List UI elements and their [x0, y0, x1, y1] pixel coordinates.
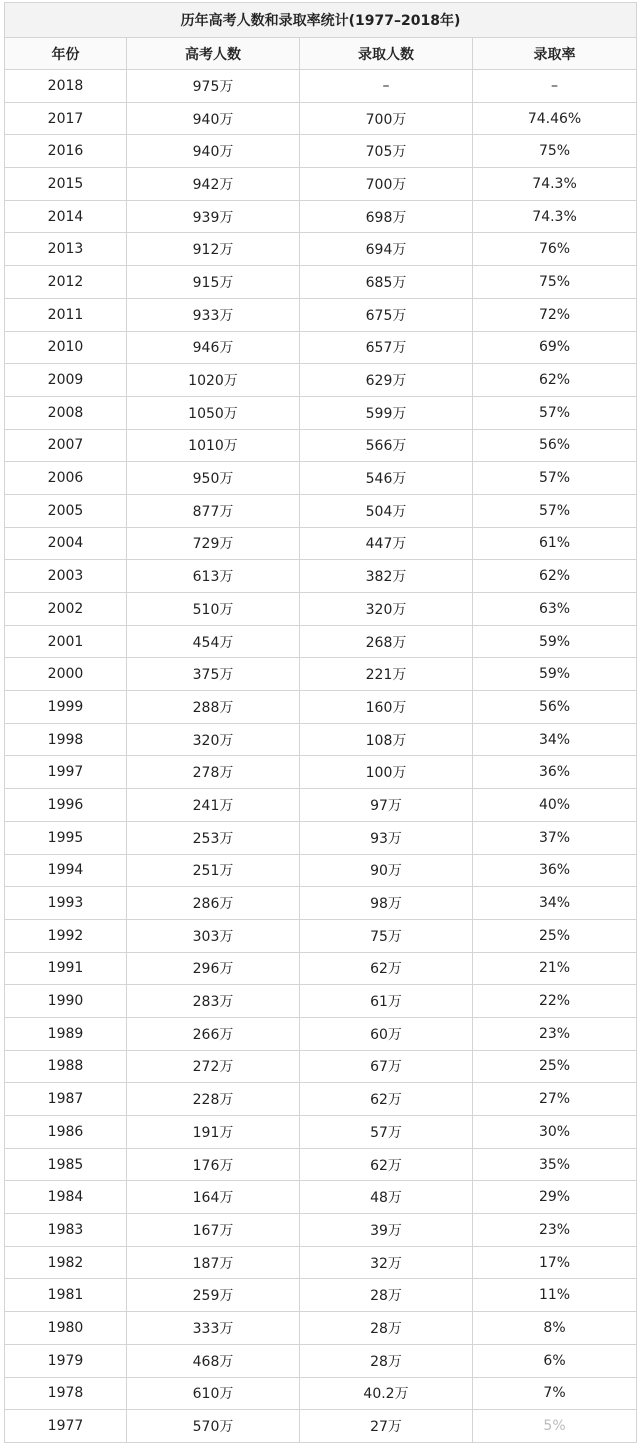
cell-applicants: 296万: [127, 952, 300, 985]
header-admission-rate: 录取率: [473, 38, 637, 70]
cell-year: 1990: [5, 985, 127, 1018]
table-row: [5, 691, 637, 724]
cell-applicants: 320万: [127, 723, 300, 756]
cell-admitted: 28万: [300, 1344, 473, 1377]
cell-applicants: 570万: [127, 1410, 300, 1443]
table-row: [5, 593, 637, 626]
table-row: [5, 266, 637, 299]
cell-year: 2009: [5, 364, 127, 397]
table-row: [5, 952, 637, 985]
cell-admission-rate: 56%: [473, 691, 637, 724]
cell-admission-rate: 25%: [473, 919, 637, 952]
cell-year: 2008: [5, 396, 127, 429]
cell-admitted: 48万: [300, 1181, 473, 1214]
cell-year: 1979: [5, 1344, 127, 1377]
gaokao-stats-table: [4, 2, 637, 1443]
cell-applicants: 468万: [127, 1344, 300, 1377]
cell-year: 1986: [5, 1116, 127, 1149]
cell-applicants: 1010万: [127, 429, 300, 462]
cell-applicants: 375万: [127, 658, 300, 691]
table-row: [5, 396, 637, 429]
cell-admitted: 62万: [300, 1083, 473, 1116]
cell-year: 1981: [5, 1279, 127, 1312]
cell-applicants: 286万: [127, 887, 300, 920]
cell-admitted: –: [300, 70, 473, 103]
cell-admission-rate: 8%: [473, 1312, 637, 1345]
cell-applicants: 939万: [127, 200, 300, 233]
cell-applicants: 288万: [127, 691, 300, 724]
cell-admission-rate: 37%: [473, 821, 637, 854]
cell-applicants: 164万: [127, 1181, 300, 1214]
cell-admission-rate: 63%: [473, 593, 637, 626]
cell-admission-rate: 34%: [473, 887, 637, 920]
cell-admitted: 60万: [300, 1017, 473, 1050]
cell-admission-rate: 36%: [473, 854, 637, 887]
table-row: [5, 1083, 637, 1116]
cell-year: 2017: [5, 102, 127, 135]
cell-admission-rate: 61%: [473, 527, 637, 560]
table-row: [5, 854, 637, 887]
cell-applicants: 510万: [127, 593, 300, 626]
cell-admitted: 382万: [300, 560, 473, 593]
cell-applicants: 942万: [127, 168, 300, 201]
cell-applicants: 613万: [127, 560, 300, 593]
cell-admitted: 566万: [300, 429, 473, 462]
cell-admission-rate: 17%: [473, 1246, 637, 1279]
cell-year: 1977: [5, 1410, 127, 1443]
cell-applicants: 1020万: [127, 364, 300, 397]
cell-year: 1980: [5, 1312, 127, 1345]
cell-admission-rate: 21%: [473, 952, 637, 985]
cell-admitted: 40.2万: [300, 1377, 473, 1410]
cell-admission-rate: 36%: [473, 756, 637, 789]
cell-admission-rate: 62%: [473, 560, 637, 593]
cell-year: 1997: [5, 756, 127, 789]
cell-admitted: 675万: [300, 298, 473, 331]
cell-admission-rate: 57%: [473, 396, 637, 429]
cell-admitted: 57万: [300, 1116, 473, 1149]
table-row: [5, 723, 637, 756]
cell-admitted: 28万: [300, 1279, 473, 1312]
table-row: [5, 1279, 637, 1312]
cell-applicants: 228万: [127, 1083, 300, 1116]
cell-admission-rate: 29%: [473, 1181, 637, 1214]
cell-admission-rate: 35%: [473, 1148, 637, 1181]
cell-applicants: 253万: [127, 821, 300, 854]
cell-admitted: 39万: [300, 1214, 473, 1247]
cell-year: 2015: [5, 168, 127, 201]
cell-applicants: 167万: [127, 1214, 300, 1247]
table-row: [5, 1181, 637, 1214]
table-row: [5, 1377, 637, 1410]
cell-applicants: 283万: [127, 985, 300, 1018]
cell-applicants: 940万: [127, 102, 300, 135]
cell-year: 1991: [5, 952, 127, 985]
table-row: [5, 462, 637, 495]
cell-admitted: 100万: [300, 756, 473, 789]
cell-applicants: 975万: [127, 70, 300, 103]
cell-year: 2005: [5, 494, 127, 527]
cell-year: 2013: [5, 233, 127, 266]
cell-applicants: 933万: [127, 298, 300, 331]
cell-admitted: 98万: [300, 887, 473, 920]
cell-admission-rate: 57%: [473, 494, 637, 527]
table-row: [5, 527, 637, 560]
cell-admission-rate: 59%: [473, 658, 637, 691]
cell-admitted: 61万: [300, 985, 473, 1018]
cell-admitted: 93万: [300, 821, 473, 854]
cell-year: 2018: [5, 70, 127, 103]
cell-admitted: 62万: [300, 952, 473, 985]
cell-year: 1988: [5, 1050, 127, 1083]
cell-admission-rate: 6%: [473, 1344, 637, 1377]
cell-applicants: 241万: [127, 789, 300, 822]
cell-admission-rate: 74.46%: [473, 102, 637, 135]
table-row: [5, 1017, 637, 1050]
cell-year: 1998: [5, 723, 127, 756]
cell-applicants: 303万: [127, 919, 300, 952]
cell-admission-rate: 72%: [473, 298, 637, 331]
cell-admitted: 90万: [300, 854, 473, 887]
table-body: [5, 70, 637, 1443]
cell-admitted: 75万: [300, 919, 473, 952]
cell-admission-rate: 11%: [473, 1279, 637, 1312]
table-row: [5, 331, 637, 364]
header-applicants: 高考人数: [127, 38, 300, 70]
cell-year: 1989: [5, 1017, 127, 1050]
cell-admitted: 546万: [300, 462, 473, 495]
cell-applicants: 877万: [127, 494, 300, 527]
cell-year: 2011: [5, 298, 127, 331]
cell-year: 2001: [5, 625, 127, 658]
table-row: [5, 494, 637, 527]
cell-year: 1984: [5, 1181, 127, 1214]
cell-admission-rate: 74.3%: [473, 168, 637, 201]
cell-year: 1992: [5, 919, 127, 952]
cell-admitted: 62万: [300, 1148, 473, 1181]
cell-applicants: 915万: [127, 266, 300, 299]
cell-year: 1985: [5, 1148, 127, 1181]
table-row: [5, 625, 637, 658]
cell-admission-rate: 22%: [473, 985, 637, 1018]
table-row: [5, 298, 637, 331]
cell-admission-rate: 56%: [473, 429, 637, 462]
cell-admitted: 28万: [300, 1312, 473, 1345]
table-row: [5, 756, 637, 789]
cell-admitted: 685万: [300, 266, 473, 299]
cell-admission-rate: –: [473, 70, 637, 103]
cell-applicants: 266万: [127, 1017, 300, 1050]
cell-admitted: 221万: [300, 658, 473, 691]
cell-year: 1987: [5, 1083, 127, 1116]
cell-admitted: 447万: [300, 527, 473, 560]
cell-admitted: 67万: [300, 1050, 473, 1083]
cell-admission-rate: 23%: [473, 1017, 637, 1050]
header-row: [5, 38, 637, 70]
cell-year: 1996: [5, 789, 127, 822]
cell-admission-rate: 74.3%: [473, 200, 637, 233]
cell-admitted: 32万: [300, 1246, 473, 1279]
table-row: [5, 200, 637, 233]
table-row: [5, 1246, 637, 1279]
table-title: 历年高考人数和录取率统计(1977–2018年): [5, 3, 637, 38]
cell-year: 1995: [5, 821, 127, 854]
cell-admission-rate: 30%: [473, 1116, 637, 1149]
table-row: [5, 1116, 637, 1149]
cell-admission-rate: 27%: [473, 1083, 637, 1116]
cell-admission-rate: 57%: [473, 462, 637, 495]
cell-year: 2002: [5, 593, 127, 626]
table-row: [5, 1214, 637, 1247]
header-admitted: 录取人数: [300, 38, 473, 70]
cell-year: 1993: [5, 887, 127, 920]
cell-applicants: 176万: [127, 1148, 300, 1181]
cell-admitted: 694万: [300, 233, 473, 266]
table-row: [5, 887, 637, 920]
cell-year: 2010: [5, 331, 127, 364]
table-row: [5, 1312, 637, 1345]
cell-admission-rate: 75%: [473, 266, 637, 299]
cell-admitted: 504万: [300, 494, 473, 527]
table-row: [5, 168, 637, 201]
cell-admitted: 698万: [300, 200, 473, 233]
cell-year: 2007: [5, 429, 127, 462]
cell-year: 2004: [5, 527, 127, 560]
cell-applicants: 729万: [127, 527, 300, 560]
cell-applicants: 251万: [127, 854, 300, 887]
cell-admitted: 320万: [300, 593, 473, 626]
cell-year: 2006: [5, 462, 127, 495]
cell-applicants: 259万: [127, 1279, 300, 1312]
cell-admission-rate: 25%: [473, 1050, 637, 1083]
cell-admission-rate: 40%: [473, 789, 637, 822]
table-row: [5, 364, 637, 397]
cell-year: 1978: [5, 1377, 127, 1410]
cell-year: 1994: [5, 854, 127, 887]
cell-year: 1983: [5, 1214, 127, 1247]
cell-applicants: 946万: [127, 331, 300, 364]
cell-applicants: 272万: [127, 1050, 300, 1083]
cell-applicants: 912万: [127, 233, 300, 266]
cell-applicants: 278万: [127, 756, 300, 789]
cell-applicants: 940万: [127, 135, 300, 168]
cell-admitted: 629万: [300, 364, 473, 397]
stats-table-container: [4, 2, 636, 1442]
table-row: [5, 1344, 637, 1377]
cell-applicants: 187万: [127, 1246, 300, 1279]
cell-year: 1999: [5, 691, 127, 724]
cell-admission-rate: 75%: [473, 135, 637, 168]
table-row: [5, 1050, 637, 1083]
cell-admission-rate: 5%: [473, 1410, 637, 1443]
cell-year: 2012: [5, 266, 127, 299]
cell-applicants: 454万: [127, 625, 300, 658]
table-row: [5, 102, 637, 135]
cell-admitted: 27万: [300, 1410, 473, 1443]
cell-admitted: 97万: [300, 789, 473, 822]
cell-admission-rate: 59%: [473, 625, 637, 658]
cell-admitted: 700万: [300, 168, 473, 201]
table-row: [5, 919, 637, 952]
cell-year: 2016: [5, 135, 127, 168]
cell-admission-rate: 69%: [473, 331, 637, 364]
cell-applicants: 610万: [127, 1377, 300, 1410]
cell-applicants: 1050万: [127, 396, 300, 429]
cell-year: 2014: [5, 200, 127, 233]
cell-admitted: 599万: [300, 396, 473, 429]
cell-year: 1982: [5, 1246, 127, 1279]
table-row: [5, 1148, 637, 1181]
table-row: [5, 821, 637, 854]
table-row: [5, 985, 637, 1018]
cell-admission-rate: 7%: [473, 1377, 637, 1410]
cell-applicants: 333万: [127, 1312, 300, 1345]
cell-admitted: 705万: [300, 135, 473, 168]
table-row: [5, 1410, 637, 1443]
cell-admission-rate: 34%: [473, 723, 637, 756]
cell-admission-rate: 76%: [473, 233, 637, 266]
cell-applicants: 950万: [127, 462, 300, 495]
cell-year: 2000: [5, 658, 127, 691]
cell-admission-rate: 23%: [473, 1214, 637, 1247]
cell-applicants: 191万: [127, 1116, 300, 1149]
table-row: [5, 70, 637, 103]
table-row: [5, 789, 637, 822]
table-row: [5, 135, 637, 168]
cell-admitted: 657万: [300, 331, 473, 364]
table-row: [5, 429, 637, 462]
table-row: [5, 658, 637, 691]
header-year: 年份: [5, 38, 127, 70]
cell-year: 2003: [5, 560, 127, 593]
cell-admitted: 268万: [300, 625, 473, 658]
table-row: [5, 233, 637, 266]
table-row: [5, 560, 637, 593]
cell-admitted: 700万: [300, 102, 473, 135]
cell-admitted: 160万: [300, 691, 473, 724]
cell-admission-rate: 62%: [473, 364, 637, 397]
cell-admitted: 108万: [300, 723, 473, 756]
